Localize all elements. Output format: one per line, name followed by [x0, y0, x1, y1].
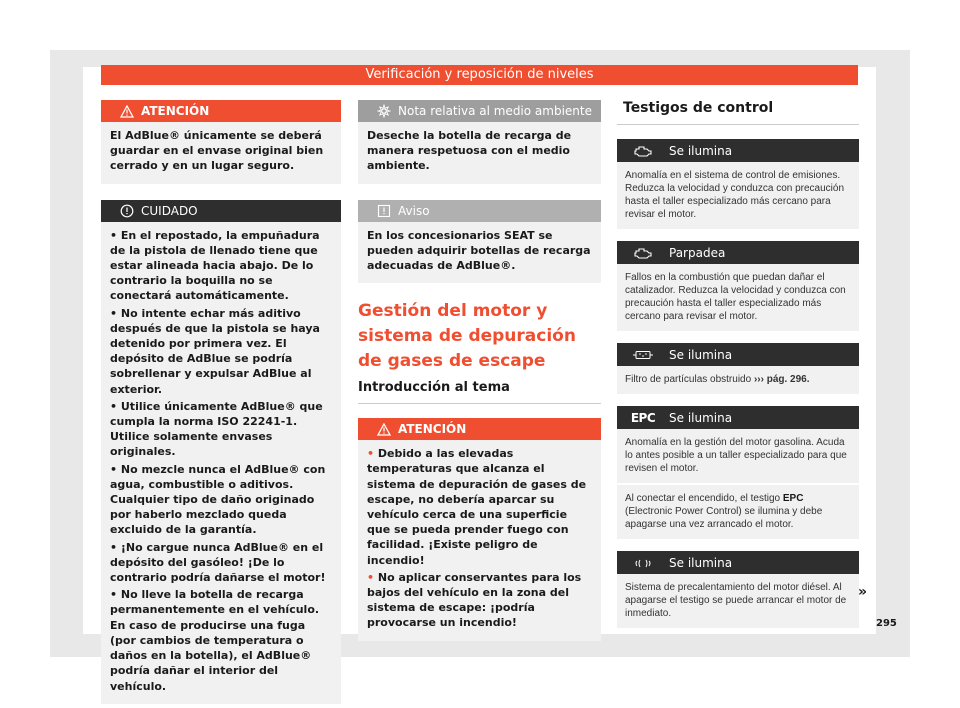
list-item: • ¡No cargue nunca AdBlue® en el depósito del gasóleo! ¡De lo contrario podría dañarse el motor! [110, 540, 326, 585]
page-header: Verificación y reposición de niveles [101, 65, 858, 85]
lamp-description: Filtro de partículas obstruido ››› pág. 296. [617, 366, 859, 394]
info-circle-icon [119, 203, 135, 219]
list-item: • En el repostado, la empuñadura de la pistola de llenado tiene que estar alineada hacia abajo. De lo contrario la boquilla no se conectará automáticamente. [110, 228, 320, 303]
nota-title: Nota relativa al medio ambiente [398, 104, 592, 118]
list-item: • Debido a las elevadas temperaturas que alcanza el sistema de depuración de gases de escape, no debería aparcar su vehículo cerca de una superficie que se pueda prender fuego con facilidad. ¡Existe peligro de incendio! [367, 447, 587, 567]
atencion2-header [358, 418, 601, 440]
list-item: • No aplicar conservantes para los bajos del vehículo en la zona del sistema de escape: ¡podría provocarse un incendio! [367, 570, 582, 630]
aviso-body [358, 222, 601, 284]
right-column [617, 100, 859, 640]
atencion-title: ATENCIÓN [141, 104, 210, 118]
lamp-header [617, 406, 859, 429]
lamp-state: Parpadea [669, 245, 726, 260]
engine-icon [617, 241, 669, 264]
list-item: • Utilice únicamente AdBlue® que cumpla la norma ISO 22241-1. Utilice solamente envases originales. [110, 399, 323, 459]
warning-icon [376, 421, 392, 437]
lamp-epc [617, 406, 859, 539]
lamp-description: Anomalía en la gestión del motor gasolina. Acuda lo antes posible a un taller especializado para que revisen el motor. [617, 429, 859, 483]
testigos-title: Testigos de control [617, 100, 859, 125]
lamp-state: Se ilumina [669, 410, 733, 425]
lamp-description: Anomalía en el sistema de control de emisiones. Reduzca la velocidad y conduzca con precaución hasta el taller especializado más cercano para revisar el motor. [617, 162, 859, 229]
atencion2-body [358, 440, 601, 640]
atencion-box [101, 100, 341, 184]
lamp-state: Se ilumina [669, 143, 733, 158]
lamp-particle-filter [617, 343, 859, 394]
lamp-state: Se ilumina [669, 555, 733, 570]
lamp-header [617, 139, 859, 162]
environment-icon [376, 103, 392, 119]
atencion2-box [358, 418, 601, 640]
list-item: • No lleve la botella de recarga permanentemente en el vehículo. En caso de producirse una fuga (por cambios de temperatura o daños en la botella), el AdBlue® podría dañar el interior del vehículo. [110, 588, 320, 693]
nota-body [358, 122, 601, 184]
glow-plug-icon [617, 551, 669, 574]
list-item: • No intente echar más aditivo después de que la pistola se haya detenido por primera vez. El depósito de AdBlue se podría sobrellenar y expulsar AdBlue al exterior. [110, 306, 320, 396]
lamp-engine-blink [617, 241, 859, 331]
page-reference-link[interactable]: ››› pág. 296. [753, 374, 810, 385]
middle-column [358, 100, 601, 657]
note-icon [376, 203, 392, 219]
warning-icon [119, 103, 135, 119]
cuidado-box [101, 200, 341, 704]
continue-mark: » [858, 584, 868, 600]
atencion-header [101, 100, 341, 122]
nota-header [358, 100, 601, 122]
lamp-header [617, 241, 859, 264]
lamp-state: Se ilumina [669, 347, 733, 362]
epc-inline-icon: EPC [782, 493, 804, 504]
aviso-text: En los concesionarios SEAT se pueden adquirir botellas de recarga adecuadas de AdBlue®. [367, 228, 591, 273]
section-title: Gestión del motor y sistema de depuración de gases de escape [358, 301, 576, 372]
atencion-body [101, 122, 341, 184]
lamp-engine-on [617, 139, 859, 229]
atencion2-title: ATENCIÓN [398, 422, 467, 437]
aviso-box [358, 200, 601, 284]
list-item: • No mezcle nunca el AdBlue® con agua, combustible o aditivos. Cualquier tipo de daño originado por haberlo mezclado queda excluido de la garantía. [110, 462, 326, 537]
atencion-text: El AdBlue® únicamente se deberá guardar en el envase original bien cerrado y en un lugar seguro. [110, 129, 324, 173]
lamp-description: Fallos en la combustión que puedan dañar el catalizador. Reduzca la velocidad y conduzca con precaución hasta el taller especializado más cercano para revisar el motor. [617, 264, 859, 331]
epc-icon: EPC [630, 410, 656, 425]
particle-filter-icon [617, 343, 669, 366]
lamp-header [617, 551, 859, 574]
lamp-header [617, 343, 859, 366]
aviso-header [358, 200, 601, 222]
cuidado-header [101, 200, 341, 222]
section-subtitle: Introducción al tema [358, 380, 601, 404]
lamp-glow-plug [617, 551, 859, 628]
engine-icon [617, 139, 669, 162]
aviso-title: Aviso [398, 203, 430, 218]
nota-box [358, 100, 601, 184]
left-column [101, 100, 341, 708]
lamp-description-extra: Al conectar el encendido, el testigo EPC (Electronic Power Control) se ilumina y debe apagarse una vez arrancado el motor. [617, 483, 859, 539]
lamp-description: Sistema de precalentamiento del motor diésel. Al apagarse el testigo se puede arrancar el motor de inmediato. [617, 574, 859, 628]
cuidado-body [101, 222, 341, 704]
page-number: 295 [876, 618, 897, 629]
cuidado-title: CUIDADO [141, 203, 198, 218]
nota-text: Deseche la botella de recarga de manera respetuosa con el medio ambiente. [367, 129, 572, 173]
